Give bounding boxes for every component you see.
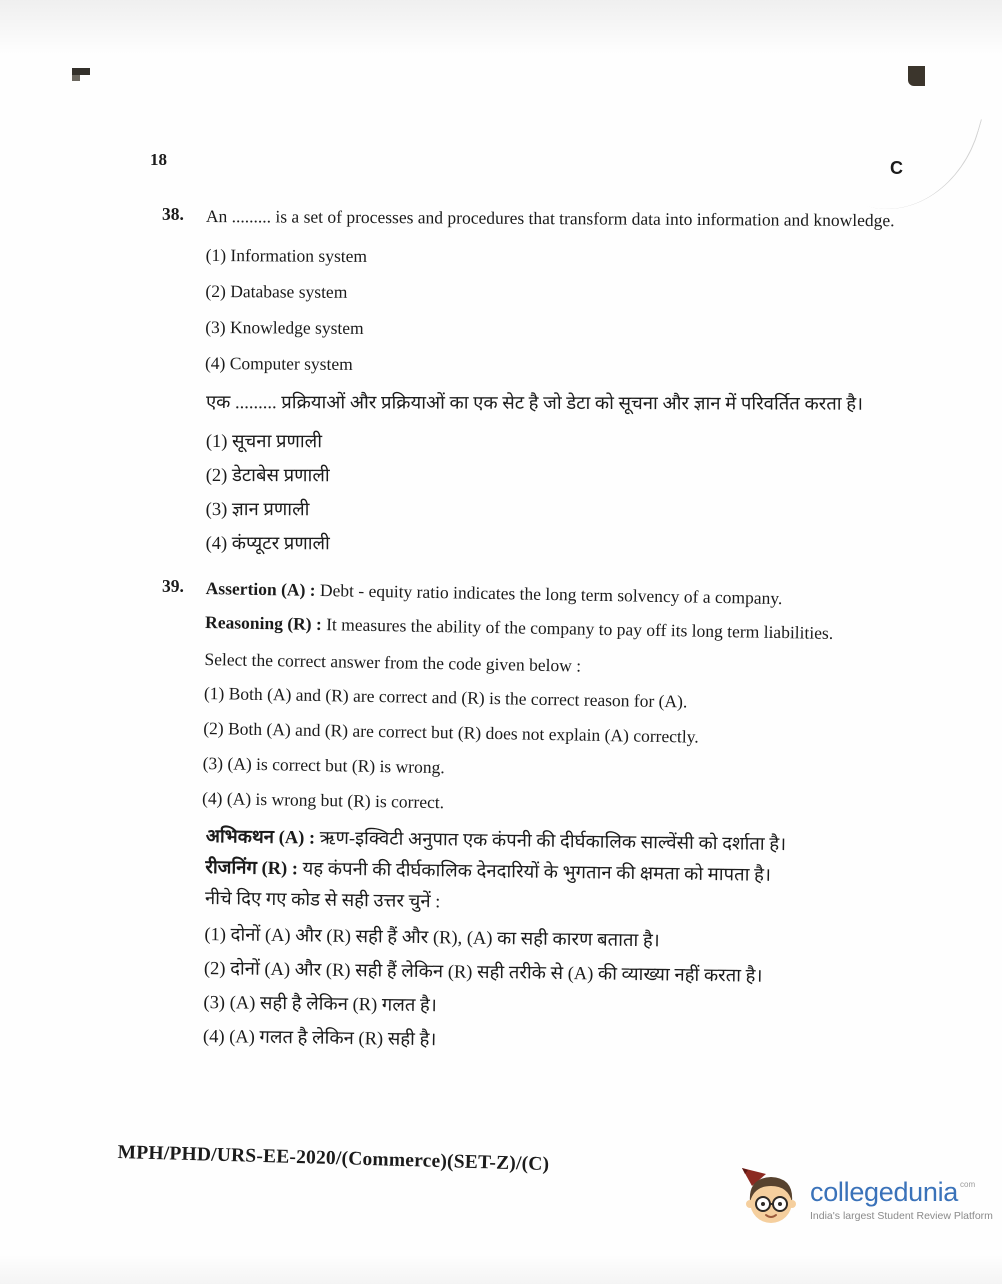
- question-39-option-2-english: (2) Both (A) and (R) are correct but (R) does not explain (A) correctly.: [203, 717, 699, 747]
- set-code: C: [890, 158, 903, 178]
- logo-text: [810, 1172, 993, 1222]
- crop-mark-top-left: [72, 68, 90, 75]
- footer-paper-code: MPH/PHD/URS-EE-2020/(Commerce)(SET-Z)/(C): [117, 1142, 550, 1176]
- logo-brand: collegedunia: [810, 1177, 959, 1207]
- crop-mark-top-right: [908, 66, 925, 86]
- question-39-option-3-english: (3) (A) is correct but (R) is wrong.: [202, 752, 445, 778]
- assertion-label-hindi: अभिकथन (A) :: [205, 826, 316, 849]
- question-39-option-3-hindi: (3) (A) सही है लेकिन (R) गलत है।: [203, 992, 437, 1017]
- question-39-option-4-english: (4) (A) is wrong but (R) is correct.: [201, 787, 445, 813]
- question-38-option-4-english: (4) Computer system: [204, 352, 353, 374]
- reasoning-label-english: Reasoning (R) :: [204, 611, 322, 635]
- question-38-option-3-hindi: (3) ज्ञान प्रणाली: [205, 499, 310, 521]
- question-38: [162, 202, 910, 566]
- question-38-option-3-english: (3) Knowledge system: [205, 316, 364, 338]
- question-38-hindi-block: [206, 388, 910, 558]
- question-38-option-1-hindi: (1) सूचना प्रणाली: [205, 431, 323, 453]
- question-38-options-english: [205, 244, 910, 378]
- reasoning-text-english: It measures the ability of the company to pay off its long term liabilities.: [326, 614, 834, 643]
- question-39-hindi-block: [203, 822, 910, 1059]
- assertion-label-english: Assertion (A) :: [205, 577, 316, 600]
- question-38-options-hindi: [206, 430, 910, 558]
- question-38-text-english: An ......... is a set of processes and procedures that transform data into information and knowledge.: [205, 205, 895, 231]
- question-38-option-4-hindi: (4) कंप्यूटर प्रणाली: [205, 533, 330, 555]
- question-39-option-4-hindi: (4) (A) गलत है लेकिन (R) सही है।: [202, 1026, 437, 1051]
- question-39-options-hindi: [203, 923, 909, 1059]
- question-38-number: 38.: [162, 204, 184, 224]
- question-38-option-2-english: (2) Database system: [205, 280, 348, 302]
- question-39-option-1-hindi: (1) दोनों (A) और (R) सही हैं और (R), (A) का सही कारण बताता है।: [204, 924, 660, 952]
- question-38-option-2-hindi: (2) डेटाबेस प्रणाली: [205, 465, 330, 487]
- reasoning-text-hindi: यह कंपनी की दीर्घकालिक देनदारियों के भुगतान की क्षमता को मापता है।: [302, 859, 772, 886]
- assertion-text-english: Debt - equity ratio indicates the long term solvency of a company.: [319, 579, 783, 609]
- logo-tagline: India's largest Student Review Platform: [810, 1210, 993, 1222]
- question-39: [162, 574, 910, 1059]
- question-39-option-2-hindi: (2) दोनों (A) और (R) सही हैं लेकिन (R) सही तरीके से (A) की व्याख्या नहीं करता है।: [203, 958, 763, 987]
- logo-brand-suffix: com: [960, 1180, 976, 1189]
- question-38-english-block: [205, 202, 910, 378]
- question-39-number: 39.: [162, 576, 184, 596]
- question-39-select-hindi: नीचे दिए गए कोड से सही उत्तर चुनें :: [204, 888, 441, 913]
- collegedunia-mascot-icon: [738, 1164, 800, 1230]
- question-39-select-english: Select the correct answer from the code given below :: [204, 648, 582, 676]
- question-39-reasoning-english: [205, 608, 895, 648]
- collegedunia-logo[interactable]: [738, 1164, 993, 1230]
- page-number: 18: [150, 150, 167, 169]
- reasoning-label-hindi: रीजनिंग (R) :: [205, 857, 299, 880]
- question-38-text-hindi: एक ......... प्रक्रियाओं और प्रक्रियाओं का एक सेट है जो डेटा को सूचना और ज्ञान में परिवर्तित करता है।: [205, 393, 864, 415]
- question-39-options-english: [202, 682, 908, 821]
- question-38-option-1-english: (1) Information system: [205, 244, 368, 266]
- assertion-text-hindi: ऋण-इक्विटी अनुपात एक कंपनी की दीर्घकालिक साल्वेंसी को दर्शाता है।: [319, 828, 787, 856]
- question-39-assertion-english: [206, 574, 896, 614]
- questions-area: [162, 202, 910, 1067]
- question-39-english-block: [202, 574, 910, 821]
- question-39-option-1-english: (1) Both (A) and (R) are correct and (R) is the correct reason for (A).: [203, 682, 688, 712]
